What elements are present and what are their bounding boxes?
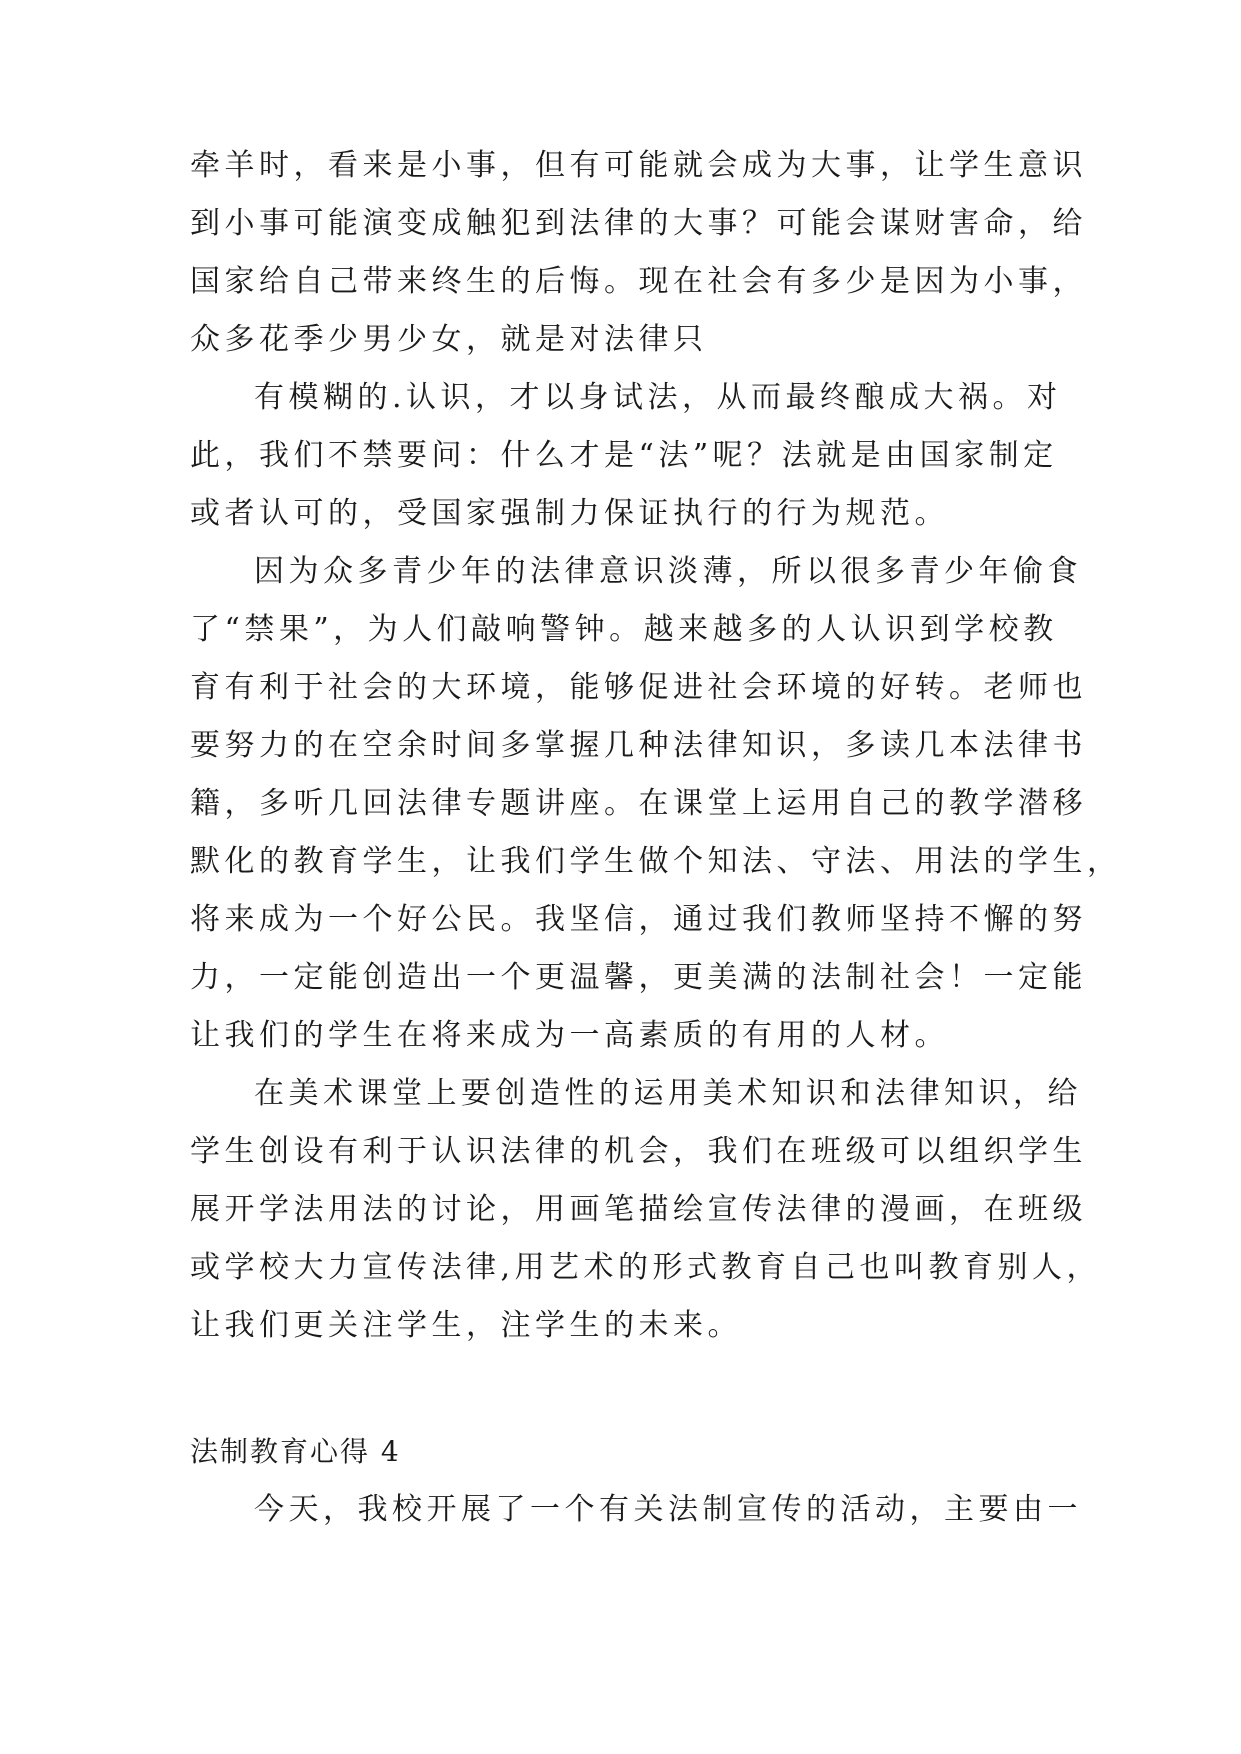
paragraph-3-line-5: 籍，多听几回法律专题讲座。在课堂上运用自己的教学潜移 xyxy=(190,786,1087,821)
final-paragraph-line-1: 今天，我校开展了一个有关法制宣传的活动，主要由一 xyxy=(254,1492,1082,1527)
paragraph-3-line-6: 默化的教育学生，让我们学生做个知法、守法、用法的学生， xyxy=(190,844,1122,879)
paragraph-2-line-1: 有模糊的.认识，才以身试法，从而最终酿成大祸。对 xyxy=(254,380,1062,415)
paragraph-2-line-3: 或者认可的，受国家强制力保证执行的行为规范。 xyxy=(190,496,949,531)
paragraph-2-line-2: 此，我们不禁要问：什么才是“法”呢？法就是由国家制定 xyxy=(190,438,1058,473)
paragraph-3-line-9: 让我们的学生在将来成为一高素质的有用的人材。 xyxy=(190,1018,949,1053)
paragraph-3-line-3: 育有利于社会的大环境，能够促进社会环境的好转。老师也 xyxy=(190,670,1087,705)
paragraph-1-line-2: 到小事可能演变成触犯到法律的大事？可能会谋财害命，给 xyxy=(190,206,1087,241)
paragraph-1-line-1: 牵羊时，看来是小事，但有可能就会成为大事，让学生意识 xyxy=(190,148,1087,183)
paragraph-4-line-1: 在美术课堂上要创造性的运用美术知识和法律知识，给 xyxy=(254,1076,1082,1111)
paragraph-3-line-1: 因为众多青少年的法律意识淡薄，所以很多青少年偷食 xyxy=(254,554,1082,589)
paragraph-1-line-3: 国家给自己带来终生的后悔。现在社会有多少是因为小事， xyxy=(190,264,1087,299)
paragraph-4-line-5: 让我们更关注学生，注学生的未来。 xyxy=(190,1308,742,1343)
paragraph-4-line-2: 学生创设有利于认识法律的机会，我们在班级可以组织学生 xyxy=(190,1134,1087,1169)
paragraph-3-line-2: 了“禁果”，为人们敲响警钟。越来越多的人认识到学校教 xyxy=(190,612,1058,647)
section-heading: 法制教育心得 4 xyxy=(190,1435,401,1468)
paragraph-3-line-7: 将来成为一个好公民。我坚信，通过我们教师坚持不懈的努 xyxy=(190,902,1087,937)
paragraph-4-line-3: 展开学法用法的讨论，用画笔描绘宣传法律的漫画，在班级 xyxy=(190,1192,1087,1227)
paragraph-3-line-4: 要努力的在空余时间多掌握几种法律知识，多读几本法律书 xyxy=(190,728,1087,763)
paragraph-4-line-4: 或学校大力宣传法律,用艺术的形式教育自己也叫教育别人， xyxy=(190,1250,1102,1285)
paragraph-3-line-8: 力，一定能创造出一个更温馨，更美满的法制社会！一定能 xyxy=(190,960,1087,995)
paragraph-1-line-4: 众多花季少男少女，就是对法律只 xyxy=(190,322,708,357)
